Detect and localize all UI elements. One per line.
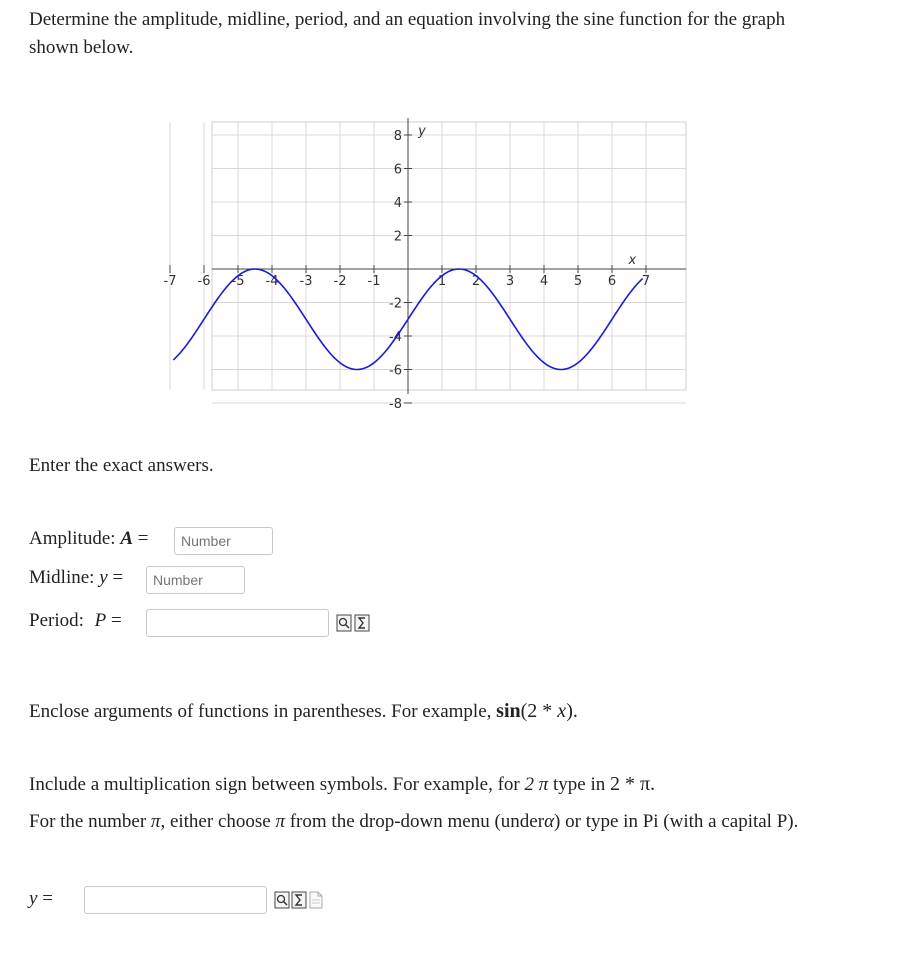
equation-variable: y <box>29 888 38 909</box>
equation-preview-icon[interactable] <box>336 614 352 632</box>
mult-text: Include a multiplication sign between symbols. For example, for <box>29 774 520 795</box>
x-tick-label: 6 <box>607 274 617 289</box>
enclose-example-end: ). <box>566 700 578 722</box>
midline-variable: y <box>99 567 108 588</box>
enclose-example-x: x <box>557 700 567 722</box>
equation-editor-icon[interactable] <box>354 614 370 632</box>
y-tick-label: -2 <box>389 296 402 312</box>
enclose-example-arg: (2 * <box>520 700 558 722</box>
y-tick-label: -4 <box>389 330 402 345</box>
enclose-note <box>29 700 578 723</box>
period-label: Period: <box>29 610 84 631</box>
y-axis-label: y <box>418 124 426 139</box>
y-tick-label: 8 <box>393 129 402 144</box>
equals-sign: = <box>112 567 124 588</box>
x-tick-label: -3 <box>299 274 313 289</box>
x-axis-label: x <box>628 253 637 268</box>
midline-label: Midline: <box>29 567 95 588</box>
x-tick-label: 7 <box>641 274 651 289</box>
x-tick-label: 1 <box>437 274 447 289</box>
x-tick-label: -4 <box>265 274 279 289</box>
y-tick-label: 6 <box>393 162 402 178</box>
amplitude-label: Amplitude: <box>29 528 116 549</box>
mult-example: 2 π <box>524 774 549 795</box>
x-tick-label: -6 <box>197 274 211 289</box>
midline-label-row <box>29 567 123 589</box>
equals-sign: = <box>42 888 53 909</box>
pi-text-1: For the number <box>29 811 147 832</box>
amplitude-label-row <box>29 528 148 550</box>
grid-border <box>212 122 686 390</box>
enclose-text: Enclose arguments of functions in parentheses. For example, <box>29 701 492 722</box>
equation-label-row <box>29 888 53 910</box>
midline-input[interactable] <box>146 566 245 594</box>
period-input[interactable] <box>146 609 329 637</box>
equation-preview-icon[interactable] <box>274 891 290 909</box>
multiplication-note <box>29 773 655 796</box>
amplitude-input[interactable] <box>174 527 273 555</box>
pi-text-3: from the drop-down menu (under <box>289 811 545 832</box>
x-tick-label: 3 <box>505 274 515 289</box>
mult-mid: type in <box>553 774 606 795</box>
pi-text-4: ) or type in Pi (with a capital P). <box>554 811 799 832</box>
question-text <box>29 6 879 62</box>
alpha-symbol: α <box>544 811 555 832</box>
pi-symbol-2: π <box>275 811 285 832</box>
equals-sign: = <box>111 610 122 631</box>
equals-sign: = <box>137 528 149 549</box>
question-line-1: Determine the amplitude, midline, period, and an equation involving the sine function for the graph <box>29 9 786 30</box>
enclose-example-fn: sin <box>496 700 521 722</box>
x-tick-label: 2 <box>471 274 481 289</box>
period-variable: P <box>94 610 107 631</box>
y-tick-label: 4 <box>393 196 402 211</box>
help-document-icon[interactable] <box>308 891 324 909</box>
equation-editor-icon[interactable] <box>291 891 307 909</box>
pi-symbol: π <box>150 811 161 832</box>
x-tick-label: 5 <box>573 274 583 289</box>
sine-graph <box>163 110 700 412</box>
pi-text-2: , either choose <box>160 811 271 832</box>
x-tick-label: -2 <box>333 274 347 289</box>
y-tick-label: 2 <box>393 229 402 245</box>
x-tick-label: 4 <box>539 274 549 289</box>
amplitude-variable: A <box>120 528 133 549</box>
mult-typed: 2 * π. <box>610 773 656 795</box>
pi-note <box>29 811 798 833</box>
y-tick-label: -8 <box>389 397 402 412</box>
x-tick-label: -7 <box>163 274 177 289</box>
exact-answers-note: Enter the exact answers. <box>29 455 214 476</box>
question-line-2: shown below. <box>29 37 134 58</box>
equation-input[interactable] <box>84 886 267 914</box>
x-tick-label: -5 <box>231 274 245 289</box>
y-tick-label: -6 <box>389 363 402 379</box>
period-label-row <box>29 610 122 632</box>
x-tick-label: -1 <box>367 274 381 289</box>
